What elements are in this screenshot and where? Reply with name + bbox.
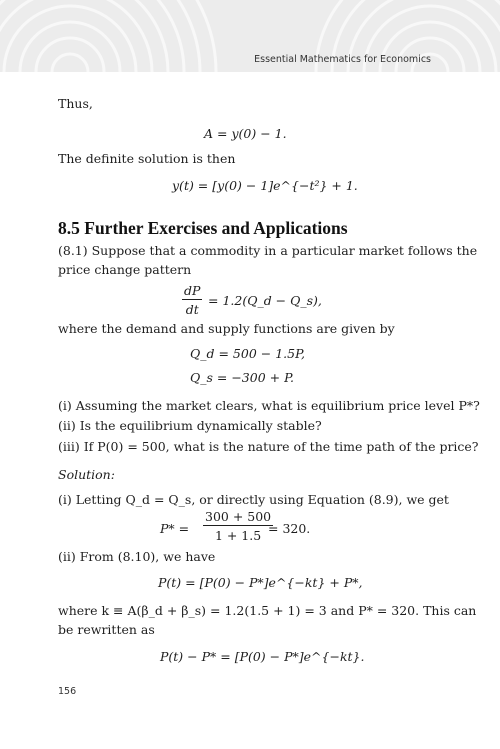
equation-y-solution: y(t) = [y(0) − 1]e^{−t²} + 1. bbox=[172, 178, 358, 193]
page-number: 156 bbox=[58, 686, 77, 697]
question-i: (i) Assuming the market clears, what is equilibrium price level P*? bbox=[58, 398, 480, 413]
paragraph-thus: Thus, bbox=[58, 96, 93, 111]
fraction-denominator: 1 + 1.5 bbox=[214, 528, 262, 543]
question-ii: (ii) Is the equilibrium dynamically stable? bbox=[58, 418, 322, 433]
running-head: Essential Mathematics for Economics bbox=[254, 54, 431, 65]
paragraph-definite-solution: The definite solution is then bbox=[58, 151, 236, 166]
equation-pstar-fraction bbox=[203, 509, 273, 543]
fraction-denominator: dt bbox=[185, 302, 199, 317]
equation-dp-dt-fraction bbox=[182, 283, 202, 317]
equation-pt-rewritten: P(t) − P* = [P(0) − P*]e^{−kt}. bbox=[160, 649, 365, 664]
paragraph-where-demand: where the demand and supply functions are given by bbox=[58, 321, 395, 336]
solution-i: (i) Letting Q_d = Q_s, or directly using Equation (8.9), we get bbox=[58, 492, 449, 507]
question-iii: (iii) If P(0) = 500, what is the nature of the time path of the price? bbox=[58, 439, 479, 454]
equation-pstar-rhs: = 320. bbox=[268, 521, 311, 536]
solution-ii: (ii) From (8.10), we have bbox=[58, 549, 216, 564]
exercise-line-2: price change pattern bbox=[58, 262, 192, 277]
equation-pstar-lhs: P* = bbox=[160, 521, 190, 536]
paragraph-rewritten: be rewritten as bbox=[58, 622, 155, 637]
exercise-line-1: (8.1) Suppose that a commodity in a particular market follows the bbox=[58, 243, 478, 258]
page-header-band bbox=[0, 0, 500, 72]
equation-dp-dt-rhs: = 1.2(Q_d − Q_s), bbox=[208, 293, 322, 308]
equation-pt: P(t) = [P(0) − P*]e^{−kt} + P*, bbox=[158, 575, 363, 590]
fraction-numerator: 300 + 500 bbox=[205, 509, 272, 524]
fraction-numerator: dP bbox=[184, 283, 201, 298]
section-title: 8.5 Further Exercises and Applications bbox=[58, 218, 348, 238]
equation-qs: Q_s = −300 + P. bbox=[190, 370, 294, 385]
equation-a: A = y(0) − 1. bbox=[204, 126, 287, 141]
solution-label: Solution: bbox=[58, 467, 115, 482]
paragraph-where-k: where k ≡ A(β_d + β_s) = 1.2(1.5 + 1) = 3 and P* = 320. This can bbox=[58, 603, 477, 618]
equation-qd: Q_d = 500 − 1.5P, bbox=[190, 346, 305, 361]
